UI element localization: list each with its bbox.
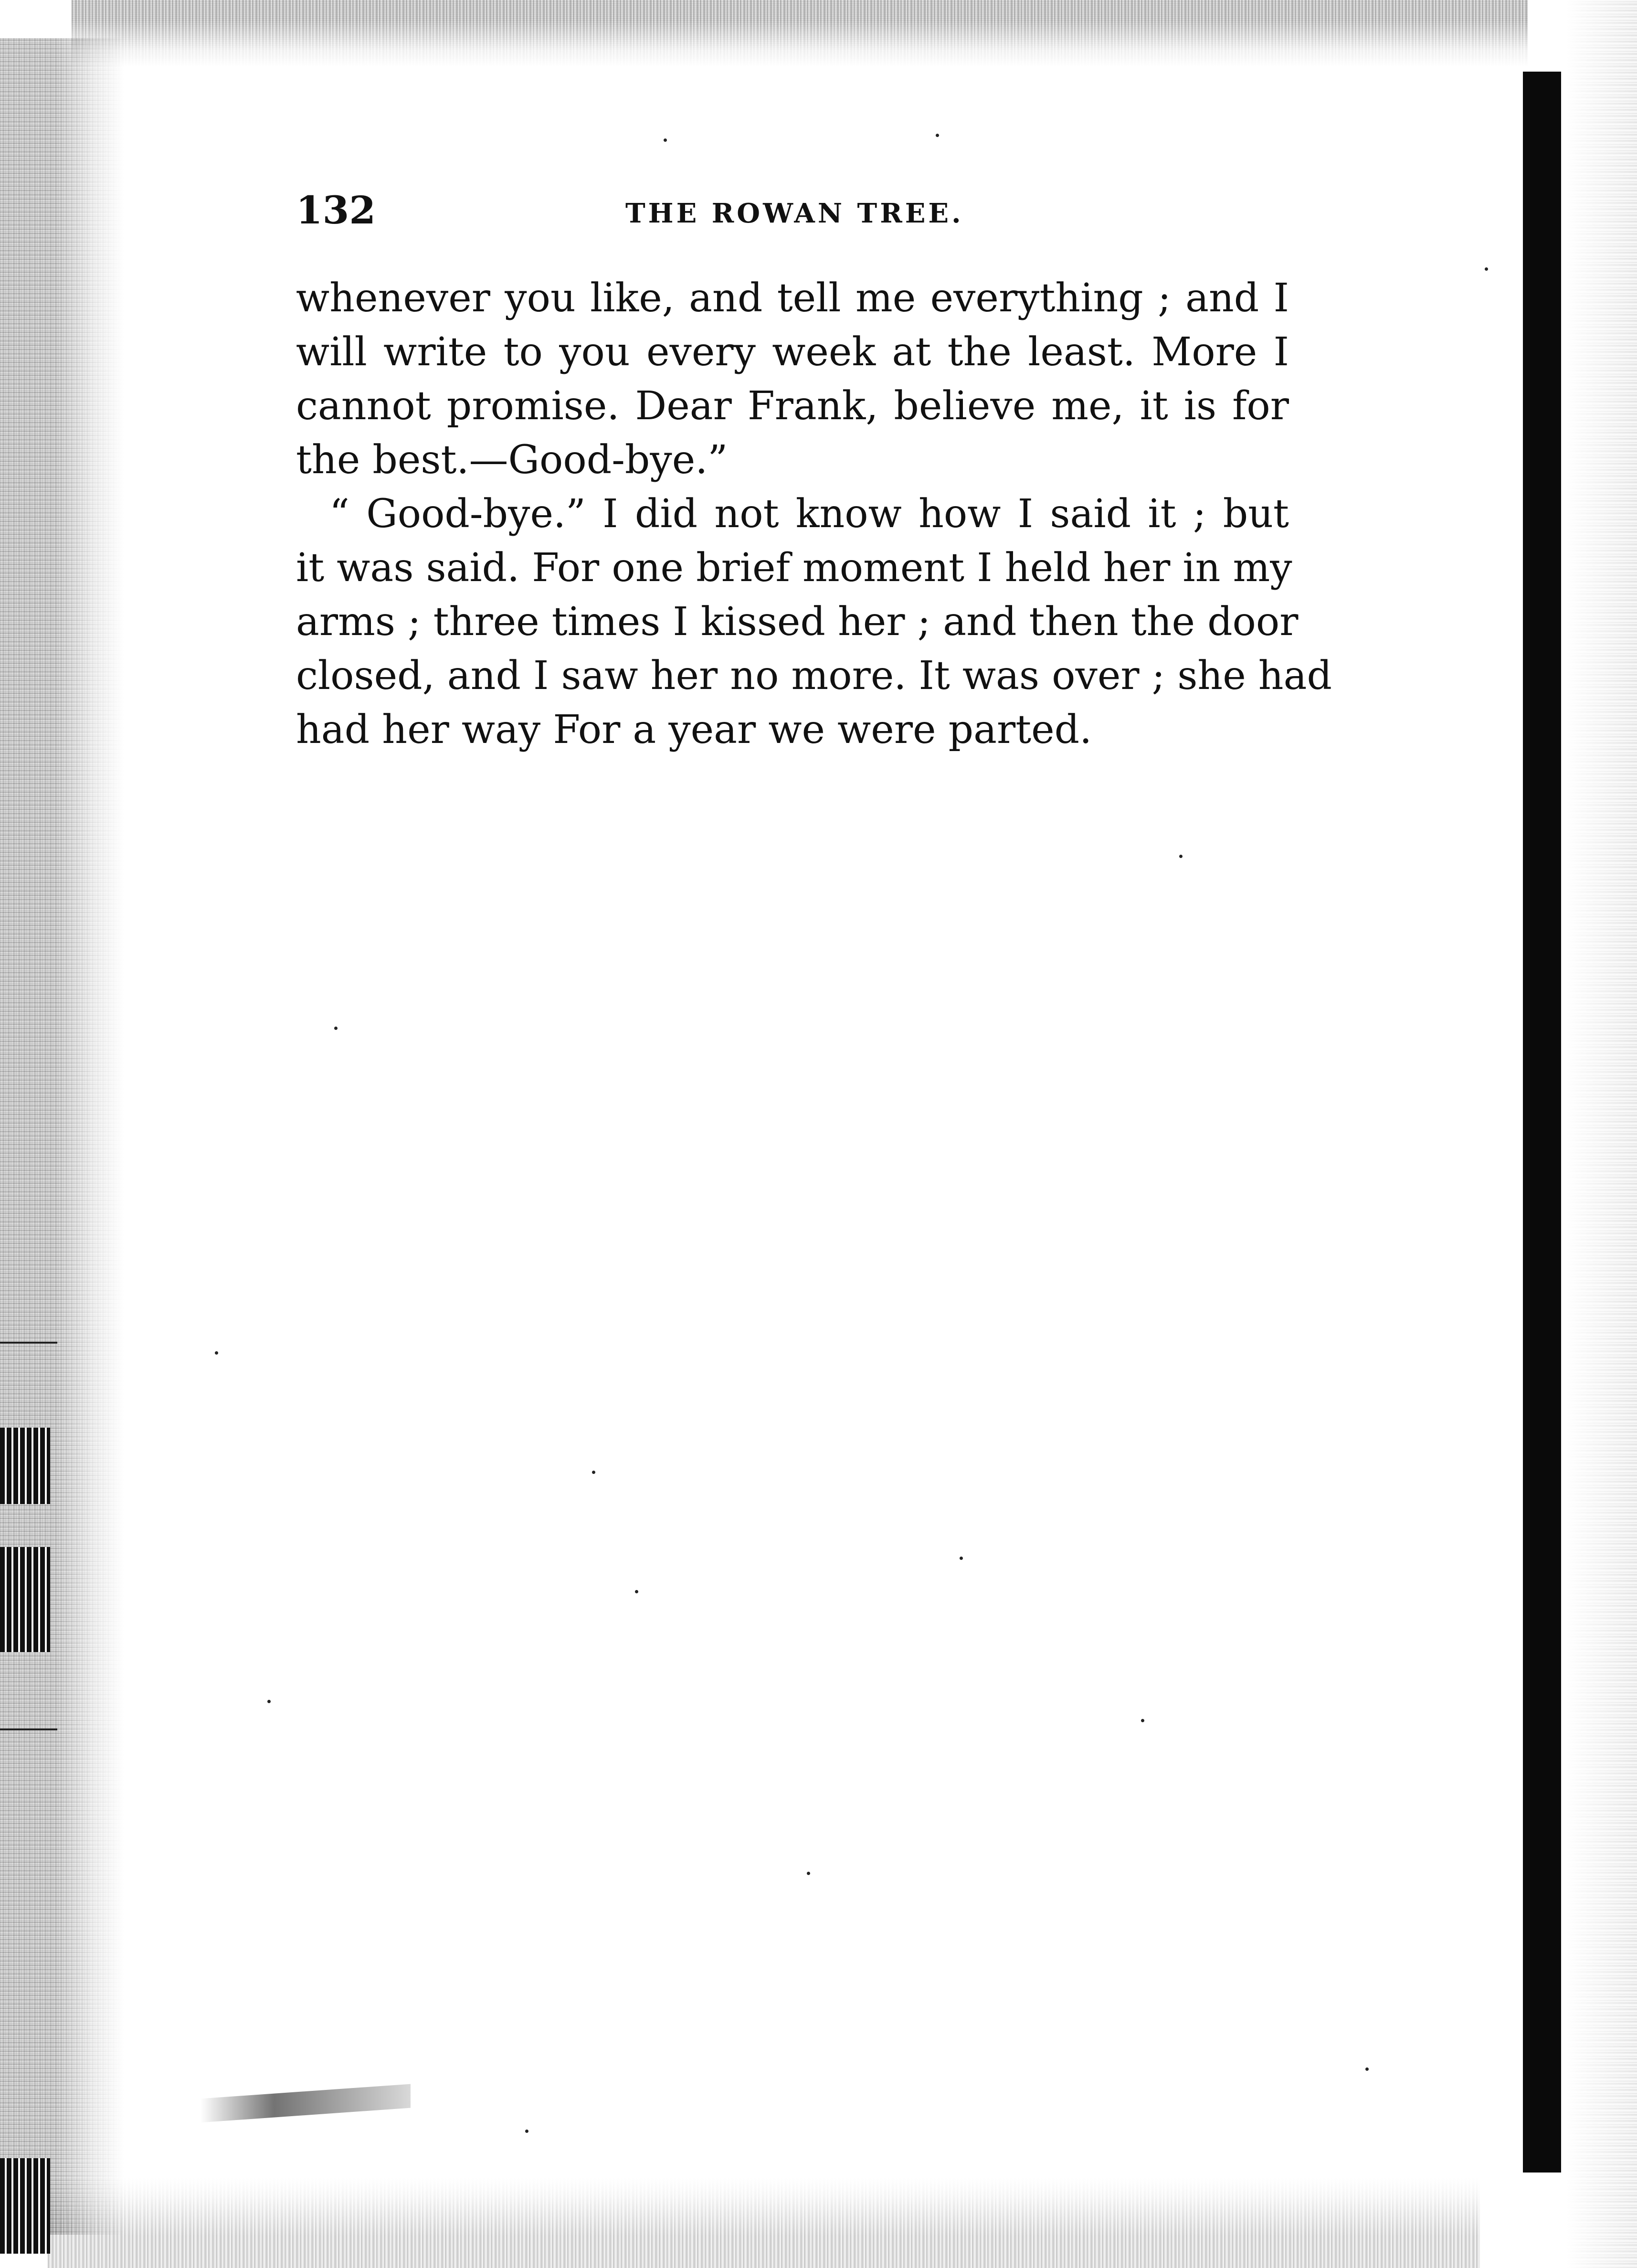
scan-noise-top [72,0,1528,67]
page-number: 132 [296,188,376,233]
scan-speck [664,138,667,142]
scan-artifact-rule [0,1342,57,1344]
binding-shadow-bar [1523,72,1561,2173]
scan-artifact-block [0,2158,50,2254]
book-title-header: THE ROWAN TREE. [625,198,964,229]
scan-speck [1179,855,1183,858]
scan-speck [267,1700,271,1703]
text-line: whenever you like, and tell me everything ; and I [296,276,1289,321]
text-line: “ Good-bye.” I did not know how I said it ; but [329,491,1289,537]
scan-speck [936,134,939,137]
running-head [296,186,1012,234]
scan-speck [635,1590,638,1593]
scan-artifact-block [0,1547,50,1652]
scan-noise-bottom [48,2177,1480,2268]
scan-speck [960,1557,963,1560]
scan-speck [592,1471,595,1474]
scan-noise-left [0,38,124,2235]
text-line: will write to you every week at the least. More I [296,329,1289,375]
text-line: the best.—Good-bye.” [296,437,728,483]
scan-speck [1485,267,1488,271]
scan-artifact-block [0,1428,50,1504]
scan-speck [334,1027,338,1030]
scan-speck [525,2130,528,2133]
scan-speck [215,1351,218,1355]
text-line: closed, and I saw her no more. It was over ; she had [296,653,1332,699]
text-line: arms ; three times I kissed her ; and then the door [296,599,1299,645]
scan-noise-right [1566,0,1637,2268]
scan-smudge [201,2084,411,2123]
scan-speck [1365,2067,1369,2071]
text-line: had her way For a year we were parted. [296,707,1092,752]
body-text [296,271,1332,757]
scan-artifact-rule [0,1728,57,1730]
text-line: cannot promise. Dear Frank, believe me, it is for [296,383,1289,429]
text-line: it was said. For one brief moment I held her in my [296,545,1292,591]
scan-speck [1141,1719,1144,1722]
scan-speck [807,1872,810,1875]
